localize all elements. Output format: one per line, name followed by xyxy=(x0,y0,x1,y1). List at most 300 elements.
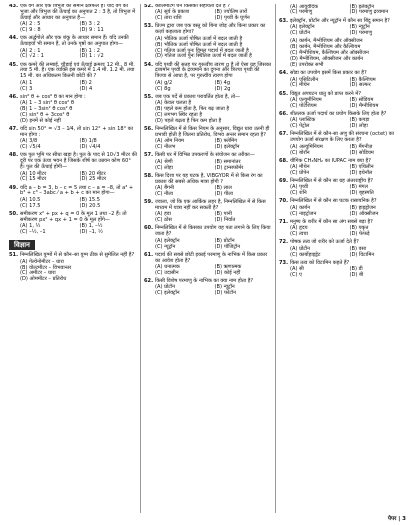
question-text: यदि पृथ्वी की सतह पर गुरुत्वीय त्वरण g है तो ऐसा ग्रह जिसका द्रव्यमान पृथ्वी के द्रव्यमान का दुगना और त्रिज्या पृथ्वी की त्रिज्या से आधा है, पर गुरुत्वीय त्वरण होगा xyxy=(155,61,272,80)
option-list xyxy=(20,172,137,184)
option: (C) अमीटर – धारा xyxy=(20,270,56,277)
question-number: 65. xyxy=(279,90,289,97)
question-text: किसी विशेष परमाणु के नाभिक का क्या नाम होता है? xyxy=(155,277,254,284)
option: (A) मीथेन xyxy=(290,164,310,171)
question-number: 59. xyxy=(144,199,154,205)
option: (C) परमाणु xyxy=(290,9,313,16)
option: (C) sin² θ + 3cos² θ xyxy=(20,111,70,118)
option: (C) तारा राशि xyxy=(155,15,182,22)
option: (C) √2 : 1 xyxy=(20,53,44,60)
option: (C) मैग्नीशियम, कैल्शियम और ऑक्सीजन xyxy=(290,50,369,57)
option: (A) भौतिक ऊर्जा पोषित ऊर्जा में बदल जाती है xyxy=(155,35,243,42)
option: (A) केवल चलता है xyxy=(155,100,192,107)
option-list xyxy=(155,285,272,297)
option: (D) 20.5 xyxy=(79,202,101,209)
option: (A) सूर्य के प्रकाश xyxy=(155,9,190,16)
option: (C) शनि xyxy=(290,190,307,197)
question xyxy=(144,63,272,93)
option: (D) गतिज ऊर्जा पुनः स्थितिज ऊर्जा में बदल जाती है xyxy=(155,53,252,60)
question-body xyxy=(290,159,407,177)
option: (B) भौतिक ऊर्जा पोषित ऊर्जा में बदल जाती है xyxy=(155,41,243,48)
option: (A) 2 : 5 xyxy=(20,21,41,28)
option: (C) त्वचा xyxy=(290,231,308,238)
option: (A) कार्बन xyxy=(290,204,311,211)
option: (A) पृथ्वी xyxy=(290,184,309,191)
question-text: मनुष्य के शरीर में कौन सा अंग सबसे बड़ा है? xyxy=(290,218,373,225)
option: (C) 9 : 8 xyxy=(20,27,41,34)
option: (A) इलेक्ट्रॉन xyxy=(155,237,180,244)
option: (C) ठोस xyxy=(155,217,172,224)
question xyxy=(279,39,407,69)
option-list xyxy=(20,198,137,210)
question-number: 47. xyxy=(9,125,19,132)
option: (D) मैग्नीशियम xyxy=(349,102,379,109)
option: (C) –½, –1 xyxy=(20,229,46,236)
question-body xyxy=(20,253,137,283)
option-list xyxy=(290,25,407,37)
question xyxy=(144,24,272,60)
question-body xyxy=(155,200,272,224)
question xyxy=(144,200,272,224)
question xyxy=(9,153,137,183)
option: (D) पॉजिट्रॉन xyxy=(214,243,241,250)
question-text: एक वर्ग और एक त्रिभुज का समान क्षेत्रफल है। यदि वर्ग की भुजा और त्रिभुज की ऊँचाई का अनुपात 2 : 3 है, तो त्रिभुज में ऊँचाई और आधार का अनुपात है— xyxy=(20,4,136,21)
option-list xyxy=(155,81,272,93)
option: (A) प्रोटीन xyxy=(290,245,311,252)
option: (A) गेल्वेनोमीटर – धारा xyxy=(20,258,64,265)
question-text: पोषक तत्व जो शरीर को ऊर्जा देते हैं? xyxy=(290,239,359,246)
option: (A) हृदय xyxy=(290,225,308,232)
question-body xyxy=(155,226,272,250)
question xyxy=(144,253,272,277)
option: (B) पहले कम होता है, फिर बढ़ जाता है xyxy=(155,106,230,113)
option: (A) प्लास्टिक xyxy=(290,117,316,124)
option-list xyxy=(290,98,407,110)
option: (A) अल्युमिनियम xyxy=(290,143,323,150)
option: (D) 25 मीटर xyxy=(79,176,107,183)
option: (B) 15.5 xyxy=(79,196,100,203)
question-body xyxy=(155,24,272,60)
option: (B) लाल xyxy=(214,185,232,191)
question-number: 46. xyxy=(9,93,19,100)
question-number: 44. xyxy=(9,35,19,42)
option: (D) सल्फर xyxy=(349,82,371,89)
question xyxy=(144,174,272,198)
question-body xyxy=(290,261,407,279)
question-number: 73. xyxy=(279,259,289,266)
option: (B) एथिलीन xyxy=(349,164,374,171)
option-list xyxy=(290,206,407,218)
question-number: 61. xyxy=(144,251,154,258)
option: (C) पोटेशियम xyxy=(290,102,317,109)
question-body xyxy=(20,153,137,183)
question-body xyxy=(155,174,272,198)
question xyxy=(279,261,407,279)
option-list xyxy=(155,212,272,224)
question-number: 64. xyxy=(279,70,289,77)
option: (D) √4/4 xyxy=(79,144,101,151)
option: (D) लोहा xyxy=(349,123,368,130)
option: (D) 4 xyxy=(79,85,93,92)
question xyxy=(279,112,407,130)
question-text: एक कमरे की लम्बाई, चौड़ाई एवं ऊँचाई क्रमशः 12 मी., 8 मी. तथा 5 मी. है। एक व्यक्ति इस कमरे में 1.4 मी. 1.2 मी. तथा 15 मी. का अधिकतम कितनी छोटी की ? xyxy=(20,61,135,80)
option: (A) 1, ½ xyxy=(20,223,41,230)
option: (A) 10 मीटर xyxy=(20,170,47,177)
question-body xyxy=(20,95,137,125)
option-list xyxy=(155,10,272,22)
question-text: किसी घर में विभिन्न उपकरणों के संयोजन का तरीका— xyxy=(155,152,255,159)
question xyxy=(279,92,407,110)
question-body xyxy=(20,127,137,151)
question-text: किस दिशा पर यह घटक है, VIBGYOR में से किस रंग का प्रकाश की सबसे अधिक मात्रा होगी ? xyxy=(155,172,263,185)
option: (C) मीथेन xyxy=(290,82,310,89)
option: (B) कैल्शियम xyxy=(349,76,376,83)
question-number: 49. xyxy=(9,184,19,191)
option: (D) –1, ½ xyxy=(79,229,103,236)
columns xyxy=(6,4,410,513)
column-right xyxy=(275,4,410,513)
option-list xyxy=(155,186,272,198)
question-text: ज्वाला, जो कि एक आर्किक लहर है, निम्नलिखित में से किस माध्यम में यात्रा नहीं कर सकती है? xyxy=(155,199,266,211)
question-number: 48. xyxy=(9,152,19,159)
question-number: 67. xyxy=(279,131,289,138)
question-body xyxy=(20,212,137,236)
question xyxy=(144,279,272,297)
option: (A) एसिटिलीन xyxy=(290,76,319,83)
question xyxy=(279,19,407,37)
option-list xyxy=(155,239,272,251)
option: (C) 15 मीटर xyxy=(20,176,47,183)
question-text: कोलिमेटिंग घन किसकी सहायता देते हैं ? xyxy=(155,4,230,9)
option: (B) कपड़ा xyxy=(349,117,370,124)
option-list xyxy=(155,160,272,172)
option: (D) बी xyxy=(349,272,364,278)
option: (D) ओममीटर – प्रतिरोध xyxy=(20,276,67,283)
question-text: निम्नलिखित में से किसका उपयोग यह पता लगाने के लिए किया जाता है? xyxy=(155,225,271,238)
question-body xyxy=(155,4,272,22)
option: (D) 9 : 11 xyxy=(79,27,104,34)
question-number: 56. xyxy=(144,125,154,132)
question-text: यदि sin 50° = √3 – 1⁄4, तो sin 12° + sin 18° का मान होगा : xyxy=(20,125,133,138)
question-text: विद्युत अपघटन धातु को प्राप्त करने में? xyxy=(290,90,362,97)
option: (B) न्यूट्रॉन xyxy=(214,284,235,291)
option-list xyxy=(20,81,137,93)
option-list xyxy=(290,39,407,69)
question-body xyxy=(290,92,407,110)
question-number: 70. xyxy=(279,198,289,205)
option: (A) ओम नियम xyxy=(155,138,185,145)
option-list xyxy=(20,101,137,125)
question-number: 58. xyxy=(144,172,154,179)
option: (A) 3/8 xyxy=(20,138,38,145)
option: (C) इलेक्ट्रॉन xyxy=(155,290,180,297)
question xyxy=(9,36,137,60)
question-body xyxy=(155,279,272,297)
option: (C) लोहा xyxy=(155,164,173,171)
option: (C) 8g xyxy=(155,85,171,92)
question xyxy=(144,226,272,250)
question xyxy=(144,153,272,171)
option: (C) 3 xyxy=(20,85,33,92)
option: (C) गतिज ऊर्जा पुनः विमल पदार्थ में बदल जाती है xyxy=(155,47,249,54)
option: (D) इलेक्ट्रॉन xyxy=(214,144,240,151)
question-body xyxy=(290,19,407,37)
option-list xyxy=(20,22,137,34)
option: (A) प्रोटॉन xyxy=(155,284,176,291)
question-text: यौगिक CH₃NH₂ का IUPAC नाम क्या है? xyxy=(290,157,371,164)
question-number: 57. xyxy=(144,152,154,159)
question-text: प्रिज्म द्वारा जब एक वस्तु को बिना जोड़ और किना प्रकार का कर्ज़ा कहलाता होगा? xyxy=(155,23,266,36)
option-list xyxy=(155,139,272,151)
question-number: 69. xyxy=(279,178,289,185)
option: (C) कार्बोहाइड्रेट xyxy=(290,251,321,258)
question-text: जब एक पर्दे से प्रकाश परावर्तित होता है, तो— xyxy=(155,93,241,100)
option-list xyxy=(290,165,407,177)
option: (C) 17.5 xyxy=(20,202,41,209)
option-list xyxy=(290,5,407,17)
option: (D) विटामिन xyxy=(349,251,375,258)
page-footer: पेपर | 3 xyxy=(387,515,406,522)
option: (D) 1 : √2 xyxy=(79,53,104,60)
option: (D) ट्रान्सफॉर्मर xyxy=(214,164,244,171)
option: (A) बैंगनी xyxy=(155,185,175,191)
option: (C) नीलभ xyxy=(155,144,176,151)
question xyxy=(9,63,137,93)
option: (C) ए xyxy=(290,272,302,278)
question-body xyxy=(290,220,407,238)
question-text: निम्नलिखित में से कौन-सा अणु की संरचना (octet) का उपयोग ऊर्जा संरक्षण के लिए करता है? xyxy=(290,131,394,144)
question xyxy=(279,240,407,258)
option-list xyxy=(155,265,272,277)
option: (A) श्रेणी xyxy=(155,158,173,165)
option: (D) सोडियम xyxy=(349,149,374,156)
option-list xyxy=(290,118,407,130)
question xyxy=(279,199,407,217)
question-body xyxy=(290,39,407,69)
option: (B) ऋणात्मक xyxy=(214,263,242,270)
question-body xyxy=(20,186,137,210)
question-text: निम्नलिखित युग्मों में से कौन–सा युग्म ठीक से सुमेलित नहीं है? xyxy=(20,252,135,259)
question-number: 68. xyxy=(279,157,289,164)
option: (D) फेफड़े xyxy=(349,231,370,238)
option: (D) परमाणु xyxy=(349,29,373,36)
option: (B) हाइड्रोजन xyxy=(349,204,376,211)
question-body xyxy=(20,63,137,93)
option: (A) 10.5 xyxy=(20,196,41,203)
option: (B) 4g xyxy=(214,79,231,86)
option: (C) नीला xyxy=(155,190,174,197)
question xyxy=(9,4,137,34)
question-body xyxy=(155,95,272,125)
question xyxy=(9,127,137,151)
option: (B) कार्बन, मैग्नीशियम और कैल्शियम xyxy=(290,44,361,51)
option: (B) वोल्टमीटर – विभवान्तर xyxy=(20,264,72,271)
option: (B) समानांतर xyxy=(214,158,241,165)
question-text: सोडा का उपयोग इसमें किस प्रकार का है? xyxy=(290,70,367,77)
option: (D) ऑक्सीजन xyxy=(349,210,379,217)
option: (B) फ्लेमिंग xyxy=(214,138,238,145)
option: (B) 2 xyxy=(79,79,92,86)
question-number: 43. xyxy=(9,4,19,9)
option: (B) यकृत xyxy=(349,225,369,232)
question-number: 60. xyxy=(144,225,154,232)
option: (B) 20 मीटर xyxy=(79,170,106,177)
question-text: यदि a – b = 3, b – c = 5 तथा c – a = –8, तो a³ + b³ + c³ – 3abc ⁄ a + b + c का मान होगा— xyxy=(20,184,134,197)
option: (D) पीला xyxy=(214,190,234,197)
option: (A) आयुर्वेदिक xyxy=(290,4,319,10)
question xyxy=(9,186,137,210)
question-text: समीकरण x² + px + q = 0 के मूल 1 तथा –2 हैं। तो समीकरण px² + qx + 1 = 0 के मूल होंगे— xyxy=(20,210,127,223)
question-body xyxy=(290,240,407,258)
question xyxy=(9,212,137,236)
question-body xyxy=(20,4,137,34)
question-number: 66. xyxy=(279,110,289,117)
question-number xyxy=(279,39,290,69)
option-list xyxy=(290,247,407,259)
question-number: 45. xyxy=(9,61,19,68)
option: (B) पानी xyxy=(214,211,232,218)
question-number: 52. xyxy=(144,4,154,9)
option-list xyxy=(20,139,137,151)
option: (D) कोई नहीं xyxy=(214,269,241,276)
option: (C) बोरॉन xyxy=(290,149,310,156)
question xyxy=(144,95,272,125)
question-text: शीतलक ऊर्जा पदार्थ का प्रयोग किसके लिए होता है? xyxy=(290,110,387,117)
question-body xyxy=(155,253,272,277)
option-list xyxy=(290,226,407,238)
option: (D) मैग्नीशियम, ऑक्सीजन और कार्बन xyxy=(290,56,363,63)
question-number: 51. xyxy=(9,252,19,259)
option-list xyxy=(290,145,407,157)
option: (B) 1, –½ xyxy=(79,223,103,230)
question-text: इलेक्ट्रॉन, प्रोटॉन और न्यूट्रॉन में कौन सा बिंदु समान है? xyxy=(290,17,390,24)
question-number: 63. xyxy=(279,17,289,24)
option: (A) g/2 xyxy=(155,79,173,86)
question-text: sin⁶ θ + cos⁶ θ का मान होगा : xyxy=(20,93,86,100)
option: (B) सोडियम xyxy=(349,96,374,103)
question-number: 54. xyxy=(144,61,154,68)
option: (A) 2 : 1 xyxy=(20,47,41,54)
option: (A) 1 xyxy=(20,79,33,86)
question xyxy=(279,159,407,177)
question-number: 72. xyxy=(279,239,289,246)
question-text: निम्नलिखित में से कौन सा घटक रासायनिक है? xyxy=(290,198,377,205)
option: (D) परमाणु द्रव्यमान xyxy=(349,9,389,16)
question xyxy=(279,220,407,238)
question-body xyxy=(290,112,407,130)
question-number xyxy=(279,4,290,16)
option: (A) सी xyxy=(290,266,304,273)
question-body xyxy=(290,199,407,217)
option: (D) फोटॉन xyxy=(214,290,236,297)
option: (B) 1 : 2 xyxy=(79,47,101,54)
option: (B) प्रोटॉन xyxy=(214,237,235,244)
question-number: 62. xyxy=(144,277,154,284)
option: (C) पेट्रोल xyxy=(290,123,310,130)
question-number: 71. xyxy=(279,218,289,225)
option: (C) प्रोटॉन xyxy=(290,29,311,36)
option: (A) इलेक्ट्रॉन xyxy=(290,23,315,30)
option-list xyxy=(20,49,137,61)
question-body xyxy=(155,127,272,151)
option: (B) न्यूट्रॉन xyxy=(349,23,370,30)
section-heading: विज्ञान xyxy=(9,240,35,250)
question-text: निम्नलिखित में से किस नियम के अनुसार, विद्युत धारा उतनी ही प्रभावी होती है जितना प्रतिरोध, विभव अन्तर समान रहता है? xyxy=(155,125,270,138)
option: (A) 1 – 3 sin² θ cos² θ xyxy=(20,100,75,107)
question-number: 55. xyxy=(144,93,154,100)
option: (B) डी xyxy=(349,266,363,273)
question-body xyxy=(290,71,407,89)
question-text: एक अर्द्धगोले और एक शंकु के आधार समान हैं। यदि उनकी ऊँचाइयाँ भी समान हैं, तो उनके पृष्ठों का अनुपात होगा— xyxy=(20,35,129,48)
question-text: निम्नलिखित में से कौन सा ग्रह अंतरराष्ट्रीय है? xyxy=(290,178,374,185)
question xyxy=(144,4,272,22)
option: (B) इलेक्ट्रॉन xyxy=(349,4,375,10)
option: (C) प्रोपेन xyxy=(290,169,310,176)
question xyxy=(9,253,137,283)
option: (B) ज्योतिष तारों xyxy=(214,9,248,16)
option: (D) निर्वात xyxy=(214,217,236,224)
question xyxy=(279,132,407,156)
question-body xyxy=(290,4,407,16)
question xyxy=(9,95,137,125)
option: (C) उदासीन xyxy=(155,269,179,276)
option-list xyxy=(290,185,407,197)
option: (A) धनात्मक xyxy=(155,263,180,270)
question xyxy=(144,127,272,151)
option-list xyxy=(155,37,272,61)
option: (A) कार्बन, मैग्नीशियम और ऑक्सीजन xyxy=(290,38,363,45)
option: (B) 1 – 3sin² θ cos² θ xyxy=(20,106,73,113)
option: (A) हवा xyxy=(155,211,171,218)
question-text: एक पुल भूमि पर सीधा खड़ा है। पुल के पाद से 10√3 मीटर की दूरी पर एक ऊंचा भवन है जिसके शीर्ष का उन्नयन कोण 60° है। पुल की ऊँचाई होगी— xyxy=(20,152,137,171)
option: (D) पृथ्वी के घूर्णन xyxy=(214,15,250,22)
question xyxy=(279,179,407,197)
option: (B) मैंगनीज़ xyxy=(349,143,373,150)
question-body xyxy=(155,153,272,171)
question-body xyxy=(290,179,407,197)
option-list xyxy=(20,260,137,284)
question xyxy=(279,4,407,16)
question-body xyxy=(155,63,272,93)
column-left xyxy=(6,4,140,513)
option: (D) बृहस्पति xyxy=(349,190,374,197)
option-list xyxy=(290,78,407,90)
option: (B) मंगल xyxy=(349,184,368,191)
option: (D) इथेनॉल xyxy=(349,169,373,176)
option: (B) 1/8 xyxy=(79,138,97,145)
question-body xyxy=(20,36,137,60)
question-text: किस तत्व को विटामिन कहते हैं? xyxy=(290,259,350,266)
option-list xyxy=(290,267,407,279)
question-body xyxy=(290,132,407,156)
option: (B) 3 : 2 xyxy=(79,21,101,28)
option: (C) √5/4 xyxy=(20,144,41,151)
option: (D) इनमें से कोई नहीं xyxy=(20,117,61,124)
option: (C) नाइट्रोजन xyxy=(290,210,317,217)
question-number: 53. xyxy=(144,23,154,30)
option-list xyxy=(20,224,137,236)
question-text: पदार्थ की सबसे छोटी इकाई परमाणु के नाभिक में किस प्रकार का आवेश होता है? xyxy=(155,251,268,264)
option: (D) 2g xyxy=(214,85,231,92)
question xyxy=(279,71,407,89)
question-number: 50. xyxy=(9,210,19,217)
option: (A) एल्युमीनियम xyxy=(290,96,322,103)
option: (B) वसा xyxy=(349,245,367,252)
option: (C) लगभग स्थिर रहता है xyxy=(155,111,203,118)
option: (E) उपरोक्त सभी xyxy=(290,62,324,69)
option-list xyxy=(155,101,272,125)
column-middle xyxy=(140,4,275,513)
